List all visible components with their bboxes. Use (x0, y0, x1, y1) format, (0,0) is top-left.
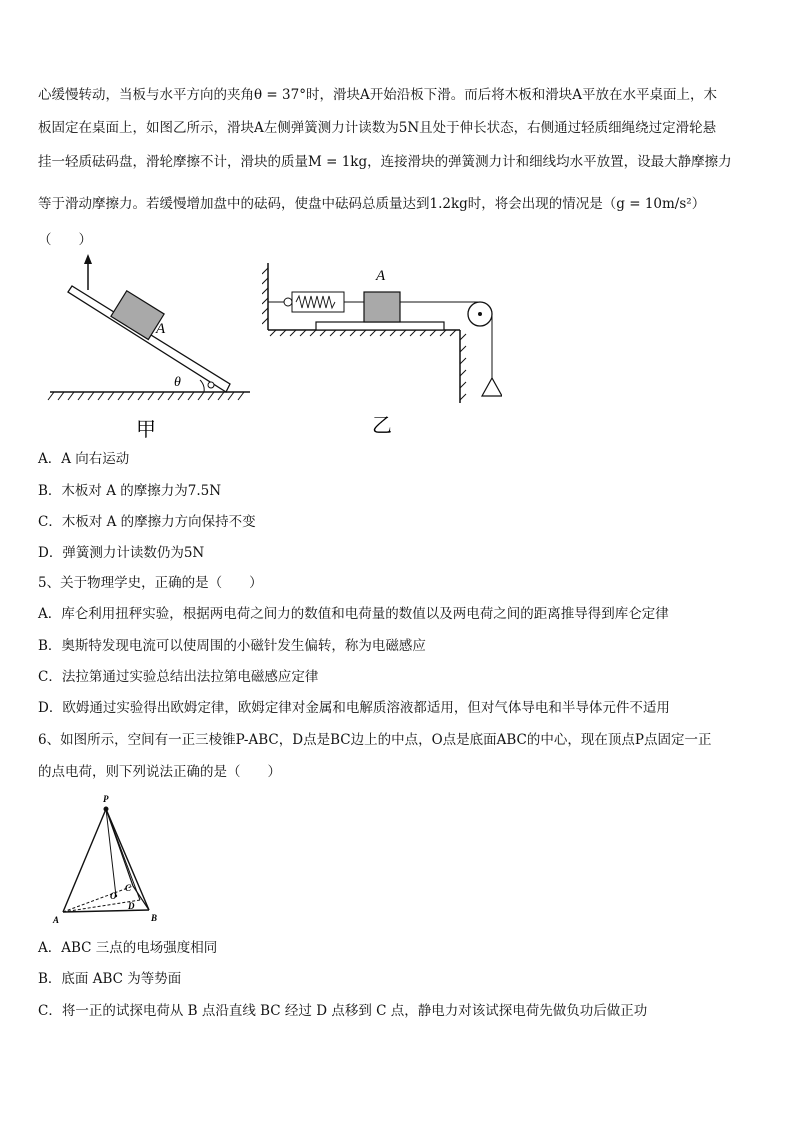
block-a-yi-label: A (376, 268, 386, 284)
q4-stem-line-5: （ ） (38, 232, 92, 248)
label-p: P (103, 794, 109, 804)
block-a-yi (364, 292, 400, 322)
figure-incline-jia (40, 252, 260, 447)
figure-pyramid (44, 790, 174, 928)
q5-option-c: C．法拉第通过实验总结出法拉第电磁感应定律 (38, 669, 319, 685)
q5-option-a: A．库仑利用扭秤实验，根据两电荷之间力的数值和电荷量的数值以及两电荷之间的距离推导得到库仑定律 (38, 606, 669, 622)
left-wall-hatch (262, 268, 268, 324)
q4-stem-line-3: 挂一轻质砝码盘，滑轮摩擦不计，滑块的质量M = 1kg，连接滑块的弹簧测力计和细线均水平放置，设最大静摩擦力 (38, 154, 732, 170)
q6-option-b: B．底面 ABC 为等势面 (38, 971, 182, 987)
q4-stem-line-4: 等于滑动摩擦力。若缓慢增加盘中的砝码，使盘中砝码总质量达到1.2kg时，将会出现的情况是（g = 10m/s²） (38, 196, 706, 212)
lift-arrow-head (84, 254, 92, 264)
theta-label: θ (174, 375, 181, 390)
q4-option-b: B．木板对 A 的摩擦力为7.5N (38, 483, 222, 499)
caption-jia: 甲 (136, 419, 156, 441)
q4-option-c: C．木板对 A 的摩擦力方向保持不变 (38, 514, 256, 530)
angle-arc (200, 380, 204, 392)
q6-stem-line-2: 的点电荷，则下列说法正确的是（ ） (38, 764, 281, 780)
caption-yi: 乙 (372, 415, 392, 437)
label-o: O (110, 891, 117, 901)
edge-ab (63, 910, 149, 912)
q5-option-b: B．奥斯特发现电流可以使周围的小磁针发生偏转，称为电磁感应 (38, 638, 426, 654)
q6-option-a: A．ABC 三点的电场强度相同 (38, 940, 218, 956)
pivot-circle (208, 382, 214, 388)
figure-table-yi (262, 258, 502, 438)
q6-stem-line-1: 6、如图所示，空间有一正三棱锥P-ABC，D点是BC边上的中点，O点是底面ABC的中心，现在顶点P点固定一正 (38, 732, 712, 748)
label-b: B (151, 913, 158, 923)
edge-pa (63, 809, 106, 912)
edge-ac-dashed (63, 886, 133, 912)
block-a-label: A (156, 321, 166, 337)
wood-board (316, 322, 444, 330)
spring-scale-body (292, 292, 344, 312)
scale-ring (284, 298, 292, 306)
q4-option-d: D．弹簧测力计读数仍为5N (38, 545, 205, 561)
weight-pan (482, 378, 502, 396)
ground-hatch (48, 392, 244, 400)
table-hatch (270, 330, 456, 336)
q4-stem-line-2: 板固定在桌面上，如图乙所示，滑块A左侧弹簧测力计读数为5N且处于伸长状态，右侧通过轻质细绳绕过定滑轮悬 (38, 120, 717, 136)
table-leg-hatch (460, 334, 466, 400)
q4-option-a: A．A 向右运动 (38, 451, 130, 467)
label-d: D (128, 901, 135, 911)
q5-option-d: D．欧姆通过实验得出欧姆定律，欧姆定律对金属和电解质溶液都适用，但对气体导电和半导体元件不适用 (38, 700, 670, 716)
label-c: C (125, 883, 132, 893)
q6-option-c: C．将一正的试探电荷从 B 点沿直线 BC 经过 D 点移到 C 点，静电力对该试探电荷先做负功后做正功 (38, 1003, 648, 1019)
q4-stem-line-1: 心缓慢转动，当板与水平方向的夹角θ = 37°时，滑块A开始沿板下滑。而后将木板和滑块A平放在水平桌面上，木 (38, 87, 717, 103)
pulley-axle (478, 312, 482, 316)
q5-stem: 5、关于物理学史，正确的是（ ） (38, 575, 263, 591)
label-a: A (53, 915, 60, 925)
